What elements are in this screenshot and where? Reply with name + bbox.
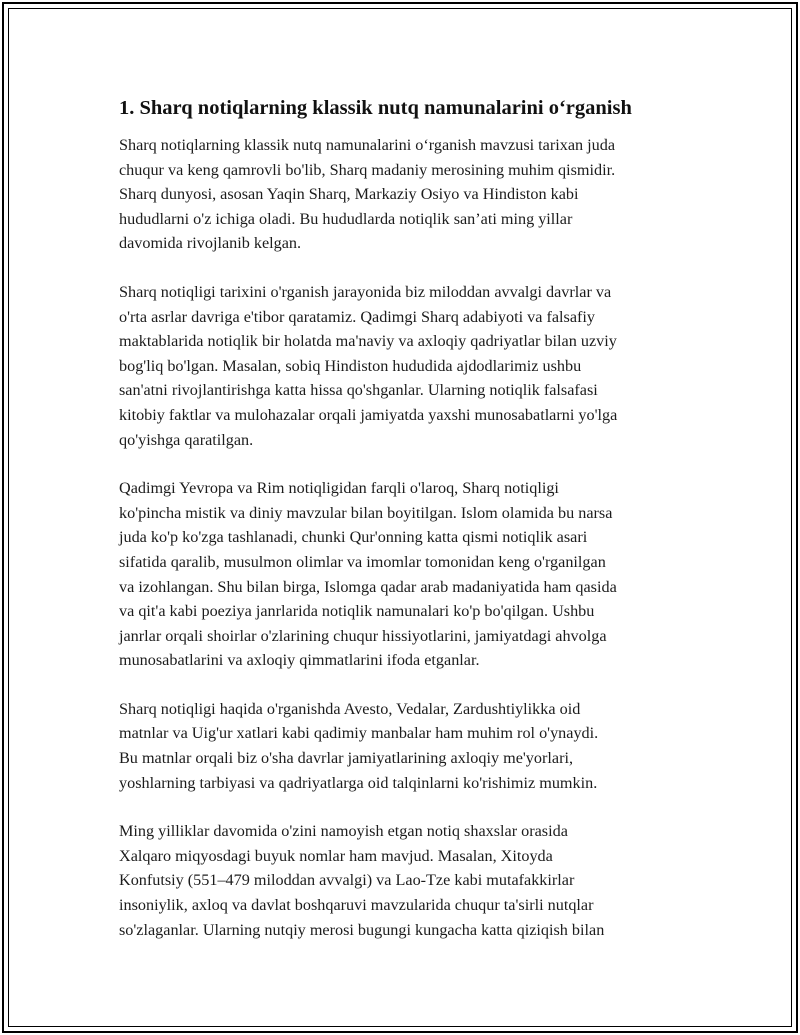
text-line: Bu matnlar orqali biz o'sha davrlar jamiyatlarining axloqiy me'yorlari, [119,749,574,768]
text-line: Qadimgi Yevropa va Rim notiqligidan farqli o'laroq, Sharq notiqligi [119,479,559,498]
paragraph-5 [119,819,694,942]
text-line: Xalqaro miqyosdagi buyuk nomlar ham mavjud. Masalan, Xitoyda [119,846,553,865]
text-line: o'rta asrlar davriga e'tibor qaratamiz. Qadimgi Sharq adabiyoti va falsafiy [119,307,595,326]
text-line: Sharq notiqligi haqida o'rganishda Avesto, Vedalar, Zardushtiylikka oid [119,699,581,718]
text-line: va qit'a kabi poeziya janrlarida notiqlik namunalari ko'p bo'qilgan. Ushbu [119,602,595,621]
paragraph-1 [119,133,694,256]
text-line: Sharq dunyosi, asosan Yaqin Sharq, Markaziy Osiyo va Hindiston kabi [119,185,579,204]
text-line: matnlar va Uig'ur xatlari kabi qadimiy manbalar ham muhim rol o'ynaydi. [119,724,599,743]
section-heading: 1. Sharq notiqlarning klassik nutq namunalarini o‘rganish [119,97,632,119]
text-line: ko'pincha mistik va diniy mavzular bilan boyitilgan. Islom olamida bu narsa [119,503,613,522]
text-line: Sharq notiqligi tarixini o'rganish jarayonida biz miloddan avvalgi davrlar va [119,282,612,301]
text-line: kitobiy faktlar va mulohazalar orqali jamiyatda yaxshi munosabatlarni yo'lga [119,405,618,424]
text-line: va izohlangan. Shu bilan birga, Islomga qadar arab madaniyatida ham qasida [119,577,617,596]
page-frame [2,2,798,1033]
text-line: janrlar orqali shoirlar o'zlarining chuqur hissiyotlarini, jamiyatdagi ahvolga [119,626,607,645]
text-line: bog'liq bo'lgan. Masalan, sobiq Hindiston hududida ajdodlarimiz ushbu [119,356,582,375]
text-line: munosabatlarini va axloqiy qimmatlarini ifoda etganlar. [119,651,480,670]
paragraph-3 [119,476,694,673]
paragraph-4 [119,697,694,795]
text-line: yoshlarning tarbiyasi va qadriyatlarga oid talqinlarni ko'rishimiz mumkin. [119,773,598,792]
text-line: davomida rivojlanib kelgan. [119,234,302,253]
text-line: chuqur va keng qamrovli bo'lib, Sharq madaniy merosining muhim qismidir. [119,160,616,179]
text-line: Konfutsiy (551–479 miloddan avvalgi) va Lao-Tze kabi mutafakkirlar [119,871,575,890]
text-line: juda ko'p ko'zga tashlanadi, chunki Qur'onning katta qismi notiqlik asari [119,528,588,547]
paragraph-2 [119,280,694,452]
text-line: san'atni rivojlantirishga katta hissa qo'shganlar. Ularning notiqlik falsafasi [119,381,598,400]
text-line: sifatida qaralib, musulmon olimlar va imomlar tomonidan keng o'rganilgan [119,552,606,571]
text-line: so'zlaganlar. Ularning nutqiy merosi bugungi kungacha katta qiziqish bilan [119,920,605,939]
text-line: maktablarida notiqlik bir holatda ma'naviy va axloqiy qadriyatlar bilan uzviy [119,332,617,351]
text-line: Ming yilliklar davomida o'zini namoyish etgan notiq shaxslar orasida [119,822,568,841]
text-line: insoniylik, axloq va davlat boshqaruvi mavzularida chuqur ta'sirli nutqlar [119,896,594,915]
document-content [119,94,694,966]
text-line: qo'yishga qaratilgan. [119,430,254,449]
text-line: hududlarni o'z ichiga oladi. Bu hududlarda notiqlik san’ati ming yillar [119,209,573,228]
text-line: Sharq notiqlarning klassik nutq namunalarini o‘rganish mavzusi tarixan juda [119,136,616,154]
